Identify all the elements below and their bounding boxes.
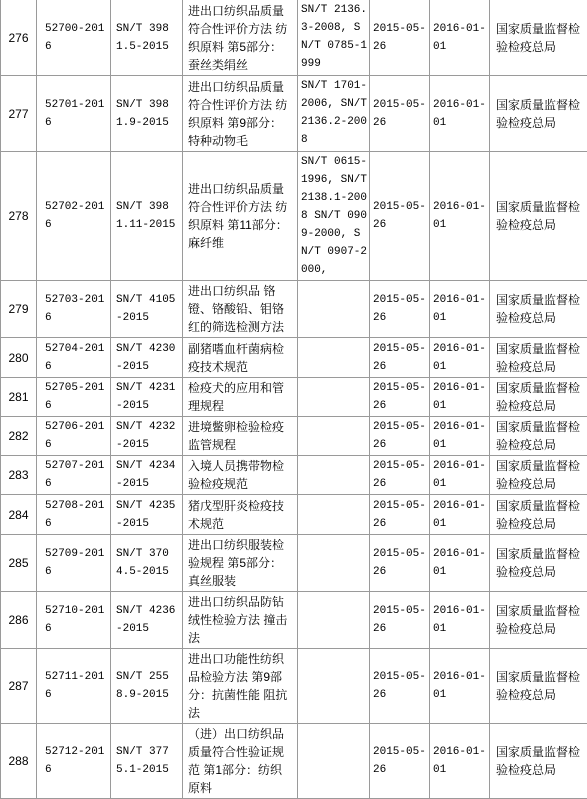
cell-filing-number: 52702-2016: [37, 152, 111, 281]
table-body: [1, 0, 587, 799]
cell-publish-date: 2015-05-26: [370, 495, 430, 535]
cell-standard-number: SN/T 4235-2015: [111, 495, 183, 535]
table-row: [1, 592, 587, 649]
cell-row-number: 283: [1, 456, 37, 495]
cell-standard-name: 副猪嗜血杆菌病检疫技术规范: [183, 338, 298, 378]
table-row: [1, 417, 587, 456]
cell-authority: 国家质量监督检验检疫总局: [490, 281, 587, 338]
table-row: [1, 456, 587, 495]
cell-standard-name: 进出口纺织品质量符合性评价方法 纺织原料 第9部分：特种动物毛: [183, 76, 298, 152]
cell-publish-date: 2015-05-26: [370, 592, 430, 649]
cell-effective-date: 2016-01-01: [430, 378, 490, 417]
cell-standard-number: SN/T 4230-2015: [111, 338, 183, 378]
cell-standard-name: 检疫犬的应用和管理规程: [183, 378, 298, 417]
cell-filing-number: 52705-2016: [37, 378, 111, 417]
cell-standard-number: SN/T 3981.11-2015: [111, 152, 183, 281]
cell-effective-date: 2016-01-01: [430, 456, 490, 495]
table-row: [1, 281, 587, 338]
table-row: [1, 152, 587, 281]
cell-row-number: 287: [1, 649, 37, 724]
cell-filing-number: 52710-2016: [37, 592, 111, 649]
cell-standard-number: SN/T 4232-2015: [111, 417, 183, 456]
cell-filing-number: 52704-2016: [37, 338, 111, 378]
cell-authority: 国家质量监督检验检疫总局: [490, 0, 587, 76]
cell-standard-number: SN/T 3981.5-2015: [111, 0, 183, 76]
cell-standard-number: SN/T 4234-2015: [111, 456, 183, 495]
cell-filing-number: 52701-2016: [37, 76, 111, 152]
cell-authority: 国家质量监督检验检疫总局: [490, 724, 587, 799]
cell-publish-date: 2015-05-26: [370, 417, 430, 456]
cell-authority: 国家质量监督检验检疫总局: [490, 417, 587, 456]
cell-publish-date: 2015-05-26: [370, 152, 430, 281]
cell-replaced-standard: SN/T 0615-1996, SN/T 2138.1-2008 SN/T 0909-2000, SN/T 0907-2000,: [298, 152, 370, 281]
cell-publish-date: 2015-05-26: [370, 535, 430, 592]
cell-replaced-standard: [298, 724, 370, 799]
cell-standard-name: 进出口纺织品 铬镫、铬酸铅、钼铬红的筛选检测方法: [183, 281, 298, 338]
cell-row-number: 281: [1, 378, 37, 417]
cell-standard-number: SN/T 2558.9-2015: [111, 649, 183, 724]
cell-standard-name: （进）出口纺织品质量符合性验证规范 第1部分：纺织原料: [183, 724, 298, 799]
cell-effective-date: 2016-01-01: [430, 724, 490, 799]
cell-row-number: 276: [1, 0, 37, 76]
cell-replaced-standard: SN/T 1701-2006, SN/T 2136.2-2008: [298, 76, 370, 152]
table-row: [1, 535, 587, 592]
cell-standard-name: 猪戊型肝炎检疫技术规范: [183, 495, 298, 535]
cell-standard-name: 入境人员携带物检验检疫规范: [183, 456, 298, 495]
cell-effective-date: 2016-01-01: [430, 152, 490, 281]
cell-replaced-standard: [298, 592, 370, 649]
cell-replaced-standard: [298, 378, 370, 417]
cell-standard-number: SN/T 4105-2015: [111, 281, 183, 338]
cell-filing-number: 52706-2016: [37, 417, 111, 456]
cell-row-number: 285: [1, 535, 37, 592]
table-row: [1, 495, 587, 535]
cell-publish-date: 2015-05-26: [370, 378, 430, 417]
table-row: [1, 76, 587, 152]
cell-standard-number: SN/T 3981.9-2015: [111, 76, 183, 152]
table-row: [1, 649, 587, 724]
cell-replaced-standard: [298, 338, 370, 378]
cell-filing-number: 52703-2016: [37, 281, 111, 338]
cell-effective-date: 2016-01-01: [430, 76, 490, 152]
cell-authority: 国家质量监督检验检疫总局: [490, 495, 587, 535]
cell-authority: 国家质量监督检验检疫总局: [490, 76, 587, 152]
cell-publish-date: 2015-05-26: [370, 724, 430, 799]
cell-filing-number: 52711-2016: [37, 649, 111, 724]
cell-standard-name: 进出口纺织品质量符合性评价方法 纺织原料 第5部分：蚕丝类绢丝: [183, 0, 298, 76]
cell-authority: 国家质量监督检验检疫总局: [490, 535, 587, 592]
cell-authority: 国家质量监督检验检疫总局: [490, 152, 587, 281]
table-row: [1, 378, 587, 417]
cell-authority: 国家质量监督检验检疫总局: [490, 338, 587, 378]
table-row: [1, 724, 587, 799]
cell-row-number: 277: [1, 76, 37, 152]
cell-publish-date: 2015-05-26: [370, 649, 430, 724]
cell-replaced-standard: [298, 281, 370, 338]
cell-effective-date: 2016-01-01: [430, 495, 490, 535]
cell-row-number: 282: [1, 417, 37, 456]
cell-standard-name: 进境鳖卵检验检疫监管规程: [183, 417, 298, 456]
cell-standard-name: 进出口纺织品防钻绒性检验方法 撞击法: [183, 592, 298, 649]
cell-row-number: 280: [1, 338, 37, 378]
cell-authority: 国家质量监督检验检疫总局: [490, 649, 587, 724]
cell-row-number: 284: [1, 495, 37, 535]
cell-effective-date: 2016-01-01: [430, 281, 490, 338]
cell-effective-date: 2016-01-01: [430, 338, 490, 378]
cell-effective-date: 2016-01-01: [430, 0, 490, 76]
cell-authority: 国家质量监督检验检疫总局: [490, 378, 587, 417]
cell-publish-date: 2015-05-26: [370, 0, 430, 76]
cell-authority: 国家质量监督检验检疫总局: [490, 456, 587, 495]
cell-replaced-standard: [298, 535, 370, 592]
cell-replaced-standard: SN/T 2136.3-2008, SN/T 0785-1999: [298, 0, 370, 76]
cell-row-number: 288: [1, 724, 37, 799]
cell-filing-number: 52700-2016: [37, 0, 111, 76]
cell-row-number: 286: [1, 592, 37, 649]
cell-effective-date: 2016-01-01: [430, 649, 490, 724]
cell-publish-date: 2015-05-26: [370, 456, 430, 495]
cell-effective-date: 2016-01-01: [430, 535, 490, 592]
cell-effective-date: 2016-01-01: [430, 592, 490, 649]
cell-replaced-standard: [298, 495, 370, 535]
cell-publish-date: 2015-05-26: [370, 338, 430, 378]
cell-filing-number: 52712-2016: [37, 724, 111, 799]
cell-effective-date: 2016-01-01: [430, 417, 490, 456]
cell-standard-name: 进出口功能性纺织品检验方法 第9部分：抗菌性能 阻抗法: [183, 649, 298, 724]
cell-authority: 国家质量监督检验检疫总局: [490, 592, 587, 649]
cell-filing-number: 52708-2016: [37, 495, 111, 535]
cell-replaced-standard: [298, 456, 370, 495]
cell-publish-date: 2015-05-26: [370, 76, 430, 152]
cell-standard-number: SN/T 4231-2015: [111, 378, 183, 417]
cell-standard-number: SN/T 3704.5-2015: [111, 535, 183, 592]
cell-standard-name: 进出口纺织品质量符合性评价方法 纺织原料 第11部分：麻纤维: [183, 152, 298, 281]
cell-standard-number: SN/T 4236-2015: [111, 592, 183, 649]
cell-row-number: 278: [1, 152, 37, 281]
cell-replaced-standard: [298, 649, 370, 724]
cell-replaced-standard: [298, 417, 370, 456]
cell-row-number: 279: [1, 281, 37, 338]
cell-filing-number: 52707-2016: [37, 456, 111, 495]
cell-publish-date: 2015-05-26: [370, 281, 430, 338]
table-row: [1, 0, 587, 76]
table-row: [1, 338, 587, 378]
cell-standard-number: SN/T 3775.1-2015: [111, 724, 183, 799]
cell-standard-name: 进出口纺织服装检验规程 第5部分：真丝服装: [183, 535, 298, 592]
cell-filing-number: 52709-2016: [37, 535, 111, 592]
